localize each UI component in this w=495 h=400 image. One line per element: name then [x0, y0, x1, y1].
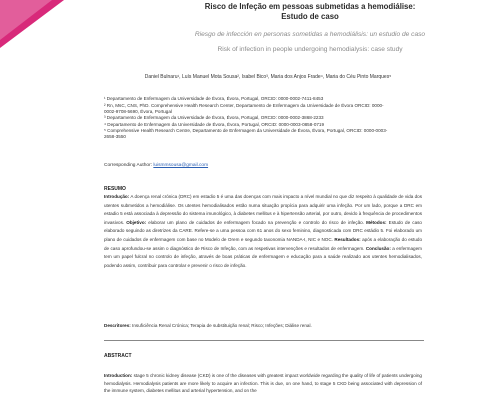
affiliation-2: ² Rn, MsC, CNS, PhD. Comprehensive Health Research Center, Departamento de Enfermagem da Universidade de Évora ORCID: 0000-0002-9708-5690, Évora, Portugal: [104, 102, 384, 114]
resumo-objective-label: Objetivo:: [124, 219, 147, 225]
resumo-intro-text: A doença renal crónica (DRC) em estadio 5 é uma das doenças com mais impacto a nível mundial no que diz respeito à qualidade de vida dos utentes submetidos a hemodiálise. Os utentes hemodialisados estão numa situação propícia para adquirir uma infeção. Por um lado, porque a DRC em estadio 5 está associada à depressão do sistema imunológico, à diabetes mellitus e à hipertensão arterial, por outro, devido à frequência de procedimentos invasivos.: [104, 194, 422, 225]
resumo-results-label: Resultados:: [332, 236, 361, 242]
resumo-methods-text: Estudo de caso elaborado seguindo as diretrizes da CARE. Refere-se a uma pessoa com 61 anos do sexo feminino, diagnosticada com DRC estádio 5. Foi elaborado um plano de cuidados de enfermagem com base no Modelo de Orem e segundo taxonomia NANDA-I, NIC e NOC.: [104, 219, 422, 242]
title-portuguese: [150, 2, 470, 22]
resumo-conclusion-label: Conclusão:: [364, 245, 391, 251]
title-portuguese-line1: Risco de Infeção em pessoas submetidas a hemodiálise:: [204, 2, 416, 11]
corresponding-author-label: Corresponding Author:: [104, 163, 152, 168]
resumo-objective-text: elaborar um plano de cuidados de enfermagem focado na prevenção e controlo do risco de infeção.: [146, 219, 365, 225]
descritores-text: Insuficiência Renal Crónica; Terapia de substituição renal; Risco; Infeções; Diálise renal.: [130, 323, 312, 328]
title-portuguese-line2: Estudo de caso: [281, 12, 339, 21]
resumo-intro-label: Introdução:: [104, 194, 130, 199]
title-english: Risk of infection in people undergoing hemodialysis: case study: [217, 46, 403, 53]
resumo-results-text: após a elaboração do estudo de caso aprofundou-se assim o diagnóstico de Risco de Infeção, com as respetivas intervenções e resultados de enfermagem.: [104, 236, 422, 251]
abstract-intro-text: stage 5 chronic kidney disease (CKD) is one of the diseases with greatest impact worldwide regarding the quality of life of patients undergoing hemodialysis. Hemodialysis patients are more likely to acquire an infection. This is due, on one hand, to stage 5 CKD being associated with depression of the immune system, diabetes mellitus and arterial hypertension, and on the: [104, 373, 422, 394]
affiliation-3: ³ Departamento de Enfermagem da Universidade de Évora, Évora, Portugal, ORCID: 0000-0002-3868-2233: [104, 115, 324, 120]
abstract-heading: ABSTRACT: [104, 353, 132, 359]
affiliation-4: ⁴ Departamento de Enfermagem da Universidade de Évora, Évora, Portugal, ORCID: 0000-0003-0858-0719: [104, 121, 325, 127]
resumo-methods-label: Métodos:: [364, 219, 387, 225]
section-divider: [104, 340, 424, 341]
title-spanish: Riesgo de infección en personas sometidas a hemodiálisis: un estudio de caso: [194, 31, 426, 38]
descritores-label: Descritores:: [104, 323, 131, 328]
affiliations: [104, 96, 394, 141]
abstract-body: [104, 372, 422, 395]
resumo-heading: RESUMO: [104, 186, 126, 192]
abstract-intro-label: Introduction:: [104, 373, 133, 378]
affiliation-5: ⁵ Comprehensive Health Research Centre, Departamento de Enfermagem da Universidade de Évora, Évora, Portugal, ORCID: 0000-0003-2658-3550: [104, 128, 388, 139]
affiliation-1: ¹ Departamento de Enfermagem da Universidade de Évora, Évora, Portugal, ORCID: 0000-0002-7411-8453: [104, 96, 324, 101]
resumo-conclusion-text: a enfermagem tem um papel fulcral no controlo de infeção, através de boas práticas de enfermagem e educação para a saúde realizado aos utentes hemodialisados, podendo assim, contribuir para controlar e prevenir o risco de infeção.: [104, 245, 422, 268]
resumo-body: [104, 193, 422, 270]
corresponding-author-email-link[interactable]: luismmsousa@gmail.com: [153, 163, 209, 168]
corresponding-author: [104, 163, 394, 168]
descritores: [104, 322, 422, 331]
author-list: Daniel Bulnaru¹, Luís Manuel Mota Sousa², Isabel Bico³, Maria dos Anjos Frade⁴, Maria do Céu Pinto Marques⁵: [144, 74, 392, 80]
